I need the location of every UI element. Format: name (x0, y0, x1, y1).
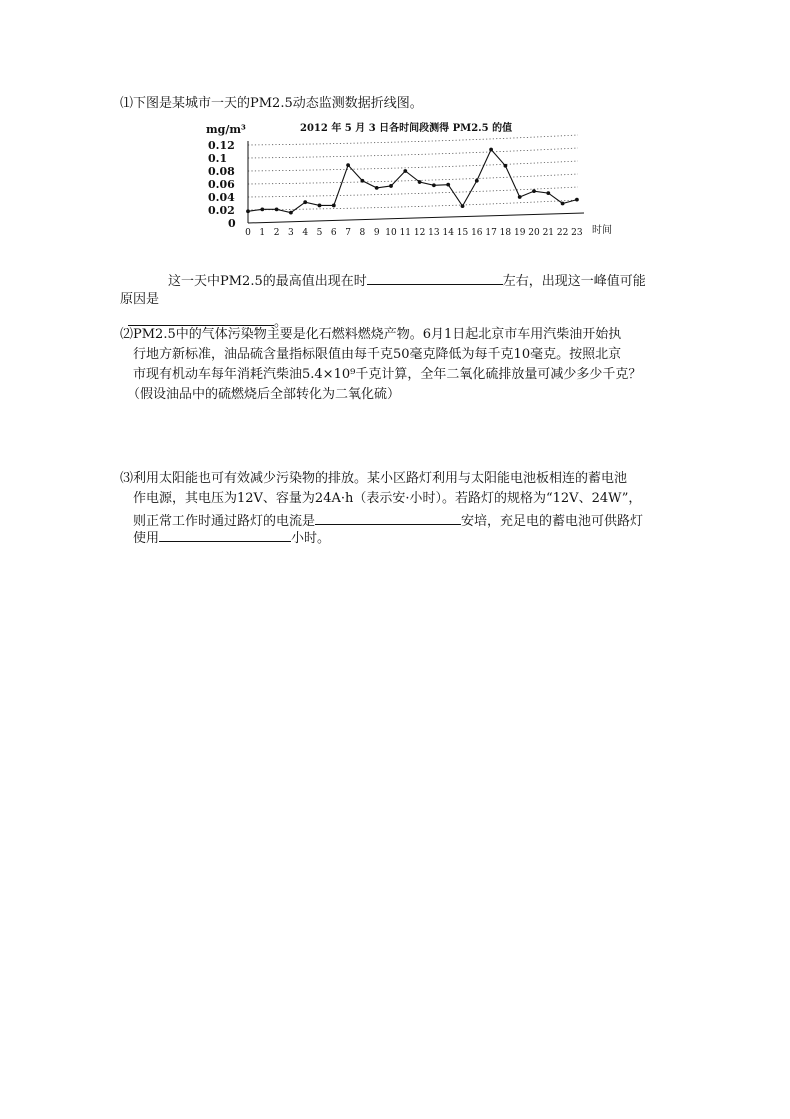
q3-line2: 作电源，其电压为12V、容量为24A·h（表示安·小时）。若路灯的规格为“12V、24W”， (133, 491, 642, 506)
y-tick-label: 0.12 (208, 139, 235, 152)
q1-answer-line1 (168, 270, 646, 292)
q3-line4 (133, 527, 330, 549)
x-tick-label: 21 (542, 228, 555, 238)
pm25-line-chart (200, 116, 620, 238)
x-axis-label: 时间 (592, 225, 612, 236)
x-tick-label: 23 (571, 228, 583, 238)
grid-line (248, 135, 578, 145)
x-tick-label: 19 (513, 228, 526, 238)
q2-line4: （假设油品中的硫燃烧后全部转化为二氧化硫） (127, 387, 401, 402)
x-tick-label: 17 (485, 228, 497, 238)
q1-answer-end: 。 (274, 315, 288, 330)
data-point (546, 191, 550, 195)
y-tick-label: 0.04 (208, 191, 235, 204)
hours-blank[interactable] (159, 527, 291, 542)
grid-line (248, 148, 578, 158)
x-tick-label: 0 (245, 228, 251, 238)
q3-line1: ⑶利用太阳能也可有效减少污染物的排放。某小区路灯利用与太阳能电池板相连的蓄电池 (120, 471, 628, 486)
q3-line4-prefix: 使用 (133, 531, 160, 546)
data-point (518, 195, 522, 199)
data-point (418, 180, 422, 184)
q2-line2: 行地方新标准，油品硫含量指标限值由每千克50毫克降低为每千克10毫克。按照北京 (133, 347, 622, 362)
q2-line1: ⑵PM2.5中的气体污染物主要是化石燃料燃烧产物。6月1日起北京市车用汽柴油开始执 (120, 327, 622, 342)
grid-line (248, 161, 578, 171)
x-tick-label: 10 (385, 228, 397, 238)
data-point (332, 204, 336, 208)
q3-line3-suffix: 安培，充足电的蓄电池可供路灯 (461, 514, 644, 529)
data-point (403, 169, 407, 173)
y-tick-label: 0.06 (208, 178, 235, 191)
x-tick-label: 12 (413, 228, 426, 238)
data-point (318, 204, 322, 208)
q2-line3: 市现有机动车每年消耗汽柴油5.4×10⁹千克计算，全年二氧化硫排放量可减少多少千克？ (133, 367, 642, 382)
data-point (260, 207, 264, 211)
x-tick-label: 22 (556, 228, 569, 238)
data-point (446, 183, 450, 187)
data-point (275, 207, 279, 211)
data-point (504, 164, 508, 168)
grid-line (248, 200, 578, 210)
x-tick-label: 7 (345, 228, 351, 238)
grid-line (248, 174, 578, 184)
data-point (361, 179, 365, 183)
pm25-series-line (248, 150, 577, 213)
x-tick-label: 18 (499, 228, 512, 238)
x-tick-label: 15 (456, 228, 469, 238)
q1-answer-prefix: 这一天中PM2.5的最高值出现在时 (168, 274, 367, 289)
q1-intro: ⑴下图是某城市一天的PM2.5动态监测数据折线图。 (120, 96, 423, 111)
peak-reason-blank[interactable] (128, 311, 274, 326)
y-axis-label: mg/m³ (206, 123, 246, 136)
data-point (289, 211, 293, 215)
current-blank[interactable] (315, 510, 461, 525)
q1-answer-mid: 左右，出现这一峰值可能 (502, 274, 646, 289)
data-point (561, 202, 565, 206)
x-tick-label: 6 (330, 228, 337, 238)
y-tick-label: 0.02 (208, 204, 235, 217)
data-point (575, 198, 579, 202)
q3-line3-prefix: 则正常工作时通过路灯的电流是 (133, 514, 316, 529)
x-tick-label: 1 (259, 228, 266, 238)
data-point (246, 209, 250, 213)
x-tick-label: 4 (302, 228, 309, 238)
chart-grid (248, 135, 578, 210)
x-tick-label: 2 (273, 228, 280, 238)
x-tick-label: 20 (528, 228, 540, 238)
data-point (303, 200, 307, 204)
data-point (432, 183, 436, 187)
data-point (389, 184, 393, 188)
chart-axes (248, 141, 584, 223)
x-axis (248, 213, 584, 223)
y-tick-label: 0.08 (208, 165, 235, 178)
data-point (489, 148, 493, 152)
data-point (461, 204, 465, 208)
x-tick-label: 9 (373, 228, 380, 238)
x-tick-label: 16 (471, 228, 483, 238)
q1-answer-line2: 原因是 (120, 292, 160, 307)
q3-line4-suffix: 小时。 (291, 531, 331, 546)
chart-title: 2012 年 5 月 3 日各时间段测得 PM2.5 的值 (300, 123, 513, 134)
y-tick-label: 0 (228, 217, 236, 230)
y-tick-label: 0.1 (208, 152, 228, 165)
x-tick-label: 14 (442, 228, 454, 238)
data-point (346, 163, 350, 167)
data-point (532, 189, 536, 193)
peak-time-blank[interactable] (367, 270, 503, 285)
x-tick-label: 11 (399, 228, 412, 238)
x-tick-label: 8 (359, 228, 366, 238)
x-tick-label: 5 (316, 228, 323, 238)
x-tick-label: 13 (428, 228, 440, 238)
grid-line (248, 187, 578, 197)
x-tick-label: 3 (288, 228, 294, 238)
data-point (375, 186, 379, 190)
data-point (475, 179, 479, 183)
